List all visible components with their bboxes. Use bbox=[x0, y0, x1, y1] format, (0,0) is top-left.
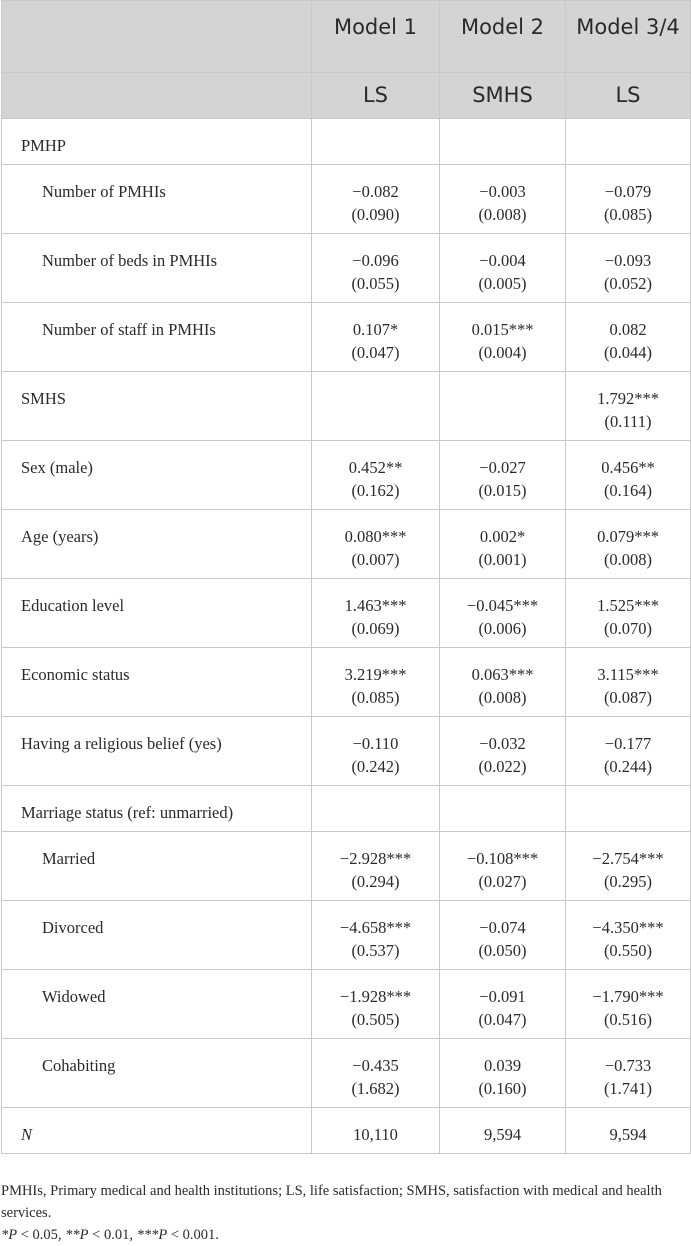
standard-error: (0.006) bbox=[478, 619, 527, 638]
table-row bbox=[2, 901, 691, 970]
coefficient-cell bbox=[566, 717, 691, 786]
coefficient-value: 0.079*** bbox=[597, 527, 659, 546]
standard-error: (0.111) bbox=[604, 412, 652, 431]
table-row bbox=[2, 1039, 691, 1108]
coefficient-value: 9,594 bbox=[483, 1125, 522, 1144]
coefficient-value: −2.928*** bbox=[339, 849, 412, 868]
table-row bbox=[2, 441, 691, 510]
header-blank bbox=[2, 73, 312, 119]
coefficient-cell bbox=[312, 234, 440, 303]
coefficient-cell bbox=[312, 970, 440, 1039]
coefficient-cell bbox=[440, 165, 566, 234]
coefficient-value: −1.790*** bbox=[592, 987, 664, 1006]
table-row bbox=[2, 119, 691, 165]
standard-error: (0.085) bbox=[351, 688, 400, 707]
standard-error: (0.027) bbox=[478, 872, 527, 891]
coefficient-value: −0.110 bbox=[352, 734, 399, 753]
table-row bbox=[2, 786, 691, 832]
coefficient-value: 0.452** bbox=[348, 458, 403, 477]
coefficient-value: −0.027 bbox=[479, 458, 526, 477]
coefficient-cell bbox=[566, 648, 691, 717]
coefficient-cell bbox=[440, 579, 566, 648]
coefficient-cell bbox=[440, 441, 566, 510]
coefficient-cell bbox=[312, 648, 440, 717]
row-label: Divorced bbox=[2, 901, 312, 970]
row-label: Having a religious belief (yes) bbox=[2, 717, 312, 786]
standard-error: (0.008) bbox=[478, 688, 527, 707]
coefficient-cell bbox=[566, 832, 691, 901]
coefficient-cell bbox=[566, 579, 691, 648]
table-header bbox=[2, 1, 691, 119]
coefficient-cell bbox=[440, 372, 566, 441]
coefficient-value: −0.074 bbox=[479, 918, 526, 937]
standard-error: (0.008) bbox=[603, 550, 653, 569]
header-outcome-2: SMHS bbox=[440, 73, 566, 119]
standard-error: (0.294) bbox=[351, 872, 400, 891]
row-label: Economic status bbox=[2, 648, 312, 717]
coefficient-value: 0.082 bbox=[609, 320, 647, 339]
standard-error: (0.004) bbox=[478, 343, 527, 362]
coefficient-cell bbox=[312, 579, 440, 648]
standard-error: (1.682) bbox=[351, 1079, 400, 1098]
standard-error: (0.090) bbox=[351, 205, 400, 224]
table-row bbox=[2, 165, 691, 234]
standard-error: (0.008) bbox=[478, 205, 527, 224]
standard-error: (0.244) bbox=[603, 757, 653, 776]
coefficient-value: −0.091 bbox=[479, 987, 526, 1006]
coefficient-value: −0.079 bbox=[604, 182, 652, 201]
coefficient-cell bbox=[312, 717, 440, 786]
coefficient-cell bbox=[566, 786, 691, 832]
table-row bbox=[2, 372, 691, 441]
coefficient-cell bbox=[566, 441, 691, 510]
standard-error: (0.069) bbox=[351, 619, 400, 638]
abbreviations-note: PMHIs, Primary medical and health institutions; LS, life satisfaction; SMHS, satisfaction with medical and health services. bbox=[1, 1183, 662, 1221]
coefficient-cell bbox=[312, 1108, 440, 1154]
table-row bbox=[2, 832, 691, 901]
row-label: Marriage status (ref: unmarried) bbox=[2, 786, 312, 832]
header-model-1: Model 1 bbox=[312, 1, 440, 73]
coefficient-cell bbox=[440, 786, 566, 832]
header-model-2: Model 2 bbox=[440, 1, 566, 73]
standard-error: (0.005) bbox=[478, 274, 527, 293]
coefficient-cell bbox=[440, 648, 566, 717]
row-label: Cohabiting bbox=[2, 1039, 312, 1108]
coefficient-value: −0.093 bbox=[604, 251, 652, 270]
coefficient-cell bbox=[312, 165, 440, 234]
standard-error: (0.505) bbox=[351, 1010, 400, 1029]
coefficient-value: −4.658*** bbox=[339, 918, 412, 937]
coefficient-value: 3.219*** bbox=[344, 665, 407, 684]
coefficient-value: −0.096 bbox=[352, 251, 399, 270]
table-row bbox=[2, 970, 691, 1039]
coefficient-value: 1.525*** bbox=[597, 596, 659, 615]
table-row bbox=[2, 303, 691, 372]
header-outcome-3: LS bbox=[566, 73, 691, 119]
table-row bbox=[2, 1108, 691, 1154]
coefficient-cell bbox=[440, 234, 566, 303]
header-outcome-1: LS bbox=[312, 73, 440, 119]
standard-error: (0.162) bbox=[351, 481, 400, 500]
coefficient-value: 0.080*** bbox=[344, 527, 407, 546]
regression-table bbox=[1, 0, 691, 1154]
coefficient-value: −0.082 bbox=[352, 182, 399, 201]
coefficient-cell bbox=[312, 119, 440, 165]
coefficient-cell bbox=[440, 832, 566, 901]
row-label: N bbox=[2, 1108, 312, 1154]
coefficient-value: 1.792*** bbox=[597, 389, 659, 408]
coefficient-value: −1.928*** bbox=[339, 987, 412, 1006]
standard-error: (0.242) bbox=[351, 757, 400, 776]
coefficient-value: 0.063*** bbox=[471, 665, 534, 684]
coefficient-value: −0.177 bbox=[604, 734, 652, 753]
coefficient-cell bbox=[440, 1039, 566, 1108]
coefficient-cell bbox=[312, 303, 440, 372]
header-blank bbox=[2, 1, 312, 73]
standard-error: (0.050) bbox=[478, 941, 527, 960]
coefficient-cell bbox=[566, 165, 691, 234]
standard-error: (0.047) bbox=[478, 1010, 527, 1029]
coefficient-value: 0.039 bbox=[483, 1056, 522, 1075]
significance-note: *P < 0.05, **P < 0.01, ***P < 0.001. bbox=[1, 1227, 219, 1243]
coefficient-cell bbox=[566, 1108, 691, 1154]
standard-error: (0.044) bbox=[603, 343, 653, 362]
table-row bbox=[2, 648, 691, 717]
coefficient-cell bbox=[440, 119, 566, 165]
standard-error: (0.537) bbox=[351, 941, 400, 960]
coefficient-value: 1.463*** bbox=[344, 596, 407, 615]
row-label: Number of beds in PMHIs bbox=[2, 234, 312, 303]
coefficient-value: −0.435 bbox=[352, 1056, 399, 1075]
coefficient-value: 9,594 bbox=[609, 1125, 647, 1144]
standard-error: (1.741) bbox=[603, 1079, 653, 1098]
coefficient-value: 0.002* bbox=[479, 527, 526, 546]
coefficient-value: −0.004 bbox=[479, 251, 526, 270]
coefficient-cell bbox=[312, 786, 440, 832]
coefficient-cell bbox=[312, 901, 440, 970]
table-body bbox=[2, 119, 691, 1154]
standard-error: (0.550) bbox=[603, 941, 653, 960]
coefficient-cell bbox=[566, 372, 691, 441]
standard-error: (0.070) bbox=[603, 619, 653, 638]
standard-error: (0.052) bbox=[603, 274, 653, 293]
row-label: PMHP bbox=[2, 119, 312, 165]
coefficient-value: 10,110 bbox=[353, 1125, 398, 1144]
coefficient-value: −4.350*** bbox=[592, 918, 664, 937]
row-label: Married bbox=[2, 832, 312, 901]
coefficient-value: −0.108*** bbox=[466, 849, 539, 868]
standard-error: (0.160) bbox=[478, 1079, 527, 1098]
standard-error: (0.055) bbox=[351, 274, 400, 293]
row-label: Number of staff in PMHIs bbox=[2, 303, 312, 372]
header-model-3: Model 3/4 bbox=[566, 1, 691, 73]
table-row bbox=[2, 717, 691, 786]
coefficient-cell bbox=[566, 303, 691, 372]
row-label: Education level bbox=[2, 579, 312, 648]
coefficient-cell bbox=[312, 441, 440, 510]
coefficient-value: −0.003 bbox=[479, 182, 526, 201]
coefficient-cell bbox=[566, 510, 691, 579]
row-label: SMHS bbox=[2, 372, 312, 441]
standard-error: (0.295) bbox=[603, 872, 653, 891]
coefficient-value: 0.107* bbox=[352, 320, 399, 339]
coefficient-cell bbox=[440, 303, 566, 372]
coefficient-cell bbox=[566, 901, 691, 970]
row-label: Number of PMHIs bbox=[2, 165, 312, 234]
coefficient-cell bbox=[566, 970, 691, 1039]
coefficient-cell bbox=[566, 119, 691, 165]
table-row bbox=[2, 234, 691, 303]
coefficient-cell bbox=[312, 832, 440, 901]
table-notes bbox=[1, 1180, 689, 1246]
standard-error: (0.516) bbox=[603, 1010, 653, 1029]
coefficient-cell bbox=[566, 234, 691, 303]
coefficient-value: −0.032 bbox=[479, 734, 526, 753]
standard-error: (0.085) bbox=[603, 205, 653, 224]
row-label: Sex (male) bbox=[2, 441, 312, 510]
coefficient-cell bbox=[440, 970, 566, 1039]
coefficient-cell bbox=[312, 510, 440, 579]
coefficient-value: 3.115*** bbox=[597, 665, 659, 684]
coefficient-value: 0.015*** bbox=[471, 320, 534, 339]
header-row-outcomes bbox=[2, 73, 691, 119]
coefficient-cell bbox=[440, 901, 566, 970]
coefficient-cell bbox=[440, 1108, 566, 1154]
standard-error: (0.164) bbox=[603, 481, 653, 500]
table-row bbox=[2, 510, 691, 579]
row-label: Widowed bbox=[2, 970, 312, 1039]
standard-error: (0.022) bbox=[478, 757, 527, 776]
table-row bbox=[2, 579, 691, 648]
coefficient-cell bbox=[440, 510, 566, 579]
header-row-models bbox=[2, 1, 691, 73]
coefficient-value: −2.754*** bbox=[592, 849, 664, 868]
coefficient-cell bbox=[312, 372, 440, 441]
standard-error: (0.087) bbox=[603, 688, 653, 707]
standard-error: (0.001) bbox=[478, 550, 527, 569]
standard-error: (0.047) bbox=[351, 343, 400, 362]
coefficient-cell bbox=[312, 1039, 440, 1108]
coefficient-value: −0.733 bbox=[604, 1056, 652, 1075]
standard-error: (0.007) bbox=[351, 550, 400, 569]
coefficient-cell bbox=[566, 1039, 691, 1108]
standard-error: (0.015) bbox=[478, 481, 527, 500]
row-label: Age (years) bbox=[2, 510, 312, 579]
coefficient-value: 0.456** bbox=[601, 458, 655, 477]
coefficient-cell bbox=[440, 717, 566, 786]
coefficient-value: −0.045*** bbox=[466, 596, 539, 615]
